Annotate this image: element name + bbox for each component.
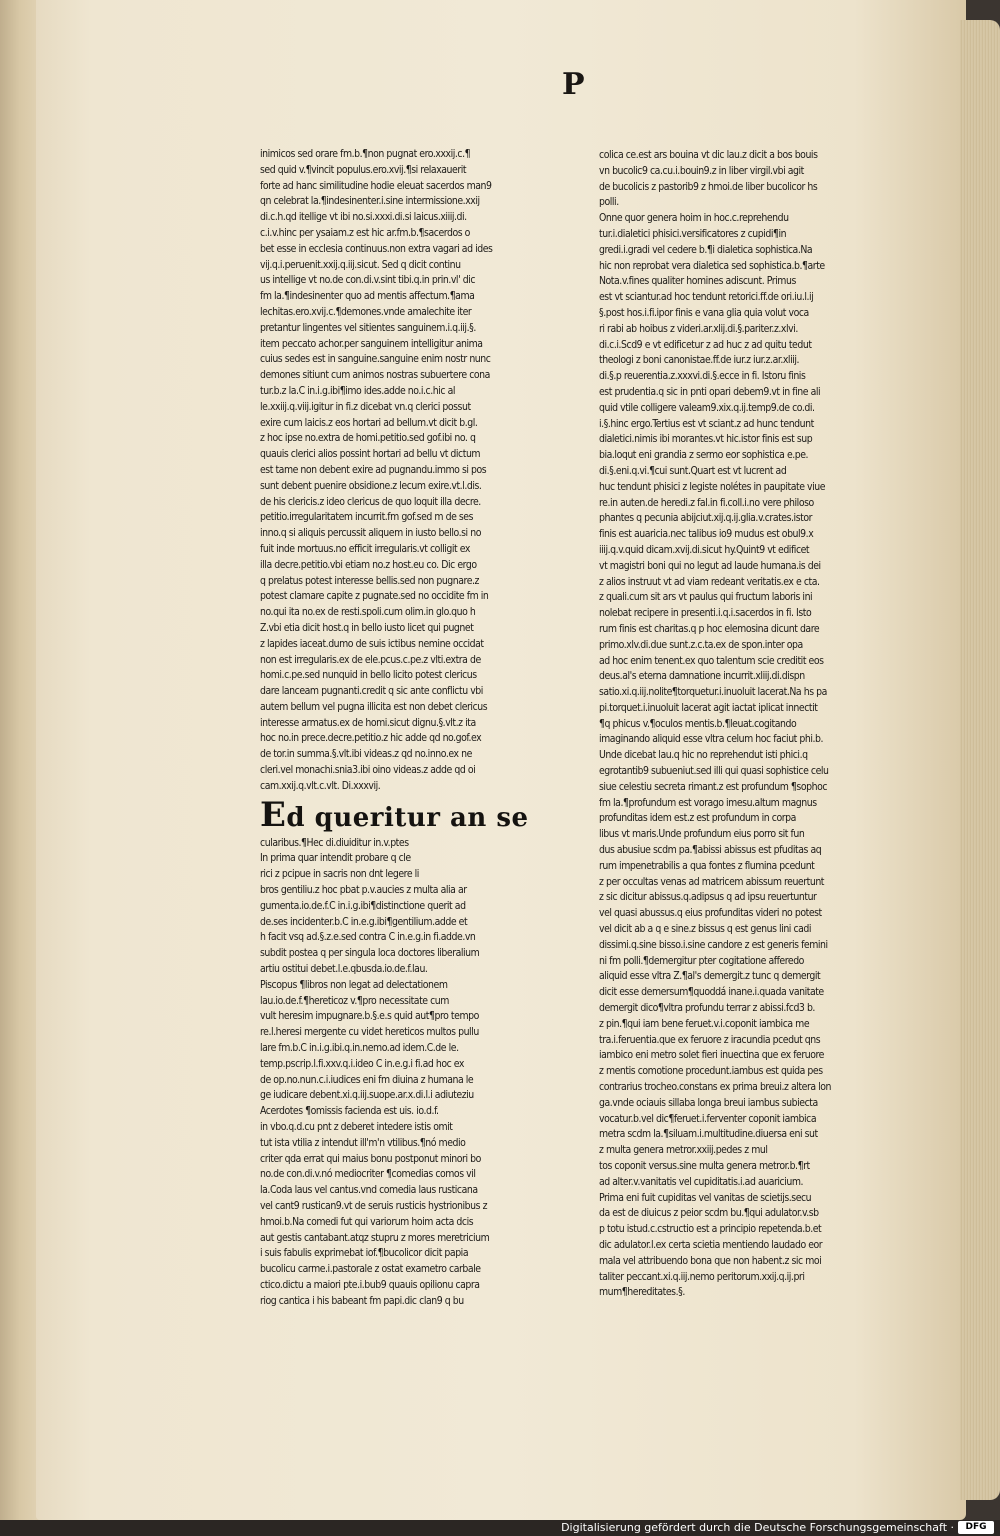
text-line: demergit dico¶vltra profundu terrar z abissi.fcd3 b. — [599, 1002, 815, 1015]
text-line: bucolicu carme.i.pastorale z ostat exametro carbale — [260, 1263, 481, 1276]
text-line: bet esse in ecclesia continuus.non extra vagari ad ides — [260, 242, 493, 255]
text-line: z lapides iaceat.dumo de suis ictibus nemine occidat — [260, 637, 484, 650]
text-line: illa decre.petitio.vbi etiam no.z host.eu co. Dic ergo — [260, 558, 477, 571]
text-line: demones sitiunt cum animos nostras subuertere cona — [260, 369, 490, 382]
text-line: cularibus.¶Hec di.diuiditur in.v.ptes — [260, 836, 409, 849]
text-line: rum finis est charitas.q p hoc elemosina dicunt dare — [599, 622, 820, 635]
text-line: vel dicit ab a q e sine.z bissus q est genus lini cadi — [599, 923, 812, 936]
text-line: fm la.¶indesinenter quo ad mentis affectum.¶ama — [260, 290, 475, 303]
text-line: mum¶hereditates.§. — [599, 1286, 685, 1299]
heading-text: d queritur an se — [286, 802, 529, 833]
text-line: lare fm.b.C in.i.g.ibi.q.in.nemo.ad idem.C.de le. — [260, 1042, 459, 1055]
text-line: bia.loqut eni grandia z sermo eor sophistica e.pe. — [599, 449, 809, 462]
text-line: z quali.cum sit ars vt paulus qui fructum laboris ini — [599, 591, 813, 604]
text-line: de.ses incidenter.b.C in.e.g.ibi¶gentilium.adde et — [260, 915, 468, 928]
text-line: polli. — [599, 196, 619, 209]
text-line: de op.no.nun.c.i.iudices eni fm diuina z humana le — [260, 1073, 474, 1086]
text-line: i.§.hinc ergo.Tertius est vt sciant.z ad hunc tendunt — [599, 417, 814, 430]
text-line: no.de con.di.v.nó mediocriter ¶comedias comos vil — [260, 1168, 476, 1181]
text-line: da est de diuicus z peior scdm bu.¶qui adulator.v.sb — [599, 1207, 819, 1220]
text-line: fuit inde mortuus.no efficit irregularis.vt colligit ex — [260, 542, 470, 555]
text-line: z alios instruut vt ad viam redeant veritatis.ex e cta. — [599, 575, 820, 588]
text-line: ¶q phicus v.¶oculos mentis.b.¶leuat.cogitando — [599, 717, 797, 730]
text-line: primo.xlv.di.due sunt.z.c.ta.ex de spon.inter opa — [599, 638, 803, 651]
text-line: item peccato achor.per sanguinem intelligitur anima — [260, 337, 483, 350]
text-line: z multa genera metror.xxiij.pedes z mul — [599, 1144, 768, 1157]
text-line: siue celestiu secreta rimant.z est profundum ¶sophoc — [599, 780, 828, 793]
text-line: iambico eni metro solet fieri inuectina que ex feruore — [599, 1049, 824, 1062]
text-line: z hoc ipse no.extra de homi.petitio.sed gof.ibi no. q — [260, 432, 476, 445]
text-line: cam.xxij.q.vlt.c.vlt. Di.xxxvij. — [260, 779, 381, 792]
text-line: c.i.v.hinc per ysaiam.z est hic ar.fm.b.¶sacerdos o — [260, 226, 470, 239]
text-line: dus abusiue scdm pa.¶abissi abissus est pfuditas aq — [599, 844, 822, 857]
text-line: forte ad hanc similitudine hodie eleuat sacerdos man9 — [260, 179, 492, 192]
text-line: inimicos sed orare fm.b.¶non pugnat ero.xxxij.c.¶ — [260, 148, 471, 160]
text-line: tos coponit versus.sine multa genera metror.b.¶rt — [599, 1160, 810, 1172]
text-line: contrarius trocheo.constans ex prima breui.z altera lon — [599, 1081, 832, 1094]
text-line: dialetici.nimis ibi morantes.vt hic.istor finis est sup — [599, 433, 813, 446]
section-heading — [260, 794, 542, 835]
text-line: vult heresim impugnare.b.§.e.s quid aut¶pro tempo — [260, 1010, 479, 1023]
text-line: Nota.v.fines qualiter homines adiscunt. Primus — [599, 275, 796, 288]
text-line: petitio.irregularitatem incurrit.fm gof.sed m de ses — [260, 511, 474, 524]
text-line: tur.i.dialetici phisici.versificatores z cupidi¶in — [599, 227, 787, 240]
text-line: no.qui ita no.ex de resti.spoli.cum olim.in glo.quo h — [260, 606, 476, 619]
text-line: est tame non debent exire ad pugnandu.immo si pos — [260, 463, 487, 476]
text-line: bros gentiliu.z hoc pbat p.v.aucies z multa alia ar — [260, 884, 467, 897]
text-line: vij.q.i.peruenit.xxij.q.iij.sicut. Sed q dicit continu — [260, 258, 461, 271]
text-line: profunditas idem est.z est profundum in corpa — [599, 812, 796, 825]
text-line: ctico.dictu a maiori pte.i.bub9 quauis opilionu capra — [260, 1278, 480, 1291]
text-line: z pin.¶qui iam bene feruet.v.i.coponit iambica me — [599, 1017, 810, 1030]
text-line: Z.vbi etia dicit host.q in bello iusto licet qui pugnet — [260, 621, 474, 634]
text-line: Onne quor genera hoim in hoc.c.reprehendu — [599, 212, 789, 225]
text-line: autem bellum vel pugna illicita est non debet clericus — [260, 700, 488, 713]
text-line: ga.vnde ociauis sillaba longa breui iambus subiecta — [599, 1096, 818, 1109]
text-line: rici z pcipue in sacris non dnt legere li — [260, 868, 419, 881]
text-line: taliter peccant.xi.q.iij.nemo peritorum.xxij.q.ij.pri — [599, 1270, 805, 1283]
right-page-stack — [960, 20, 1000, 1500]
text-line: artiu ostitui debet.l.e.qbusda.io.de.f.lau. — [260, 963, 428, 976]
text-line: la.Coda laus vel cantus.vnd comedia laus rusticana — [260, 1184, 478, 1197]
text-line: huc tendunt phisici z legiste nolétes in paupitate viue — [599, 480, 826, 493]
text-line: Prima eni fuit cupiditas vel vanitas de scietijs.secu — [599, 1191, 812, 1204]
text-line: hic non reprobat vera dialetica sed sophistica.b.¶arte — [599, 259, 825, 272]
text-line: de bucolicis z pastorib9 z hmoi.de liber bucolicor hs — [599, 180, 818, 193]
text-line: sunt debent puenire obsidione.z lecum exire.vt.l.dis. — [260, 479, 482, 492]
text-line: ni fm polli.¶demergitur pter cogitatione afferedo — [599, 954, 804, 967]
text-line: p totu istud.c.cstructio est a principio repetenda.b.et — [599, 1223, 822, 1236]
text-line: dicit esse demersum¶quoddá inane.i.quada vanitate — [599, 986, 824, 999]
text-line: est prudentia.q sic in pnti opari debem9.vt in fine ali — [599, 385, 821, 398]
text-line: i suis fabulis exprimebat iof.¶bucolicor dicit papia — [260, 1247, 469, 1260]
left-column-bottom-text — [260, 836, 542, 1310]
text-line: Acerdotes ¶omissis facienda est uis. io.d.f. — [260, 1105, 439, 1118]
text-line: di.§.eni.q.vi.¶cui sunt.Quart est vt lucrent ad — [599, 464, 787, 477]
text-line: homi.c.pe.sed nunquid in bello licito potest clericus — [260, 669, 477, 682]
signature-mark: P — [562, 67, 585, 102]
text-line: z per occultas venas ad matricem abissum reuertunt — [599, 875, 825, 888]
text-line: ad hoc enim tenent.ex quo talentum scie creditit eos — [599, 654, 824, 667]
text-line: dic adulator.l.ex certa scietia mentiendo laudado eor — [599, 1238, 823, 1251]
text-line: q prelatus potest interesse bellis.sed non pugnare.z — [260, 574, 479, 587]
text-line: hmoi.b.Na comedi fut qui variorum hoim acta dcis — [260, 1215, 474, 1228]
text-line: iiij.q.v.quid dicam.xvij.di.sicut hy.Quint9 vt edificet — [599, 543, 810, 556]
text-line: §.post hos.i.fi.ipor finis e vana glia quia volut voca — [599, 306, 809, 319]
text-line: ad alter.v.vanitatis vel cupiditatis.i.ad auaricium. — [599, 1175, 804, 1188]
text-line: metra scdm la.¶siluam.i.multitudine.diuersa eni sut — [599, 1128, 818, 1141]
text-line: non est irregularis.ex de ele.pcus.c.pe.z vlti.extra de — [260, 653, 481, 666]
text-line: egrotantib9 subueniut.sed illi qui quasi sophistice celu — [599, 765, 829, 778]
text-line: tut ista vtilia z intendut ill'm'n vtilibus.¶nó medio — [260, 1136, 466, 1149]
text-line: cuius sedes est in sanguine.sanguine enim nostr nunc — [260, 353, 491, 366]
text-line: libus vt maris.Unde profundum eius porro sit fun — [599, 828, 805, 841]
left-column — [260, 147, 542, 1310]
dfg-logo: DFG — [958, 1521, 994, 1534]
text-line: mala vel attribuendo bona que non habent.z sic moi — [599, 1254, 822, 1267]
funding-credit: Digitalisierung gefördert durch die Deutsche Forschungsgemeinschaft · — [561, 1521, 954, 1534]
text-line: re.in auten.de heredi.z fal.in fi.coll.i.no vere philoso — [599, 496, 814, 509]
text-line: phantes q pecunia abijciut.xij.q.ij.glia.v.crates.istor — [599, 512, 812, 525]
text-line: gredi.i.gradi vel cedere b.¶i dialetica sophistica.Na — [599, 243, 813, 256]
text-line: quauis clerici alios possint hortari ad bellu vt dictum — [260, 448, 481, 461]
text-line: interesse armatus.ex de homi.sicut dignu.§.vlt.z ita — [260, 716, 476, 729]
text-line: qn celebrat la.¶indesinenter.i.sine intermissione.xxij — [260, 195, 480, 208]
right-column-text — [599, 148, 882, 1301]
text-line: potest clamare capite z pugnate.sed no occidite fm in — [260, 590, 489, 603]
text-line: ri rabi ab hoibus z videri.ar.xlij.di.§.pariter.z.xlvi. — [599, 322, 798, 335]
text-line: vt magistri boni qui no legut ad laude humana.is dei — [599, 559, 821, 572]
text-line: Unde dicebat lau.q hic no reprehendut isti phici.q — [599, 749, 808, 762]
text-line: quid vtile colligere valeam9.xix.q.ij.temp9.de co.di. — [599, 401, 815, 414]
text-line: imaginando aliquid esse vltra celum hoc faciut phi.b. — [599, 733, 824, 746]
text-line: di.§.p reuerentia.z.xxxvi.di.§.ecce in fi. Istoru finis — [599, 370, 806, 383]
text-line: h facit vsq ad.§.z.e.sed contra C in.e.g.in fi.adde.vn — [260, 931, 476, 944]
text-line: di.c.h.qd itellige vt ibi no.si.xxxi.di.si laicus.xiiij.di. — [260, 211, 467, 224]
text-line: aut gestis cantabant.atqz stupru z mores meretricium — [260, 1231, 490, 1244]
text-line: fm la.¶profundum est vorago imesu.altum magnus — [599, 796, 817, 809]
text-line: le.xxiij.q.viij.igitur in fi.z dicebat vn.q clerici possut — [260, 400, 471, 413]
text-line: ge iudicare debent.xi.q.iij.suope.ar.x.di.l.i adiuteziu — [260, 1089, 474, 1102]
text-line: gumenta.io.de.f.C in.i.g.ibi¶distinctione querit ad — [260, 899, 466, 912]
text-line: pi.torquet.i.inuoluit lacerat agit iactat iplicat innectit — [599, 701, 818, 714]
text-line: in vbo.q.d.cu pnt z deberet intedere istis omit — [260, 1121, 453, 1134]
text-line: vocatur.b.vel dic¶feruet.i.ferventer coponit iambica — [599, 1112, 817, 1125]
text-line: deus.al's eterna damnatione incurrit.xliij.di.dispn — [599, 670, 805, 683]
text-line: de his clericis.z ideo clericus de quo loquit illa decre. — [260, 495, 481, 508]
text-line: di.c.i.Scd9 e vt edificetur z ad huc z ad quitu tedut — [599, 338, 812, 351]
text-line: lechitas.ero.xvij.c.¶demones.vnde amalechite iter — [260, 305, 472, 318]
text-line: tra.i.feruentia.que ex feruore z iracundia pcedut qns — [599, 1033, 821, 1046]
text-line: pretantur lingentes vel sitientes sanguinem.i.q.iij.§. — [260, 321, 476, 334]
text-line: subdit postea q per singula loca doctores liberalium — [260, 947, 480, 960]
text-line: colica ce.est ars bouina vt dic lau.z dicit a bos bouis — [599, 149, 818, 161]
text-line: sed quid v.¶vincit populus.ero.xvij.¶si relaxauerit — [260, 163, 467, 176]
text-line: satio.xi.q.iij.nolite¶torquetur.i.inuoluit lacerat.Na hs pa — [599, 686, 827, 699]
text-line: dare lanceam pugnanti.credit q sic ante conflictu vbi — [260, 685, 483, 698]
right-column — [599, 148, 882, 1301]
text-line: z mentis comotione procedunt.iambus est quida pes — [599, 1065, 823, 1078]
text-line: tur.b.z la.C in.i.g.ibi¶imo ides.adde no.i.c.hic al — [260, 384, 455, 397]
text-line: In prima quar intendit probare q cle — [260, 852, 411, 865]
text-line: riog cantica i his babeant fm papi.dic clan9 q bu — [260, 1294, 464, 1307]
text-line: hoc no.in prece.decre.petitio.z hic adde qd no.gof.ex — [260, 732, 482, 745]
text-line: theologi z boni canonistae.ff.de iur.z iur.z.ar.xliij. — [599, 354, 800, 367]
left-column-top-text — [260, 147, 542, 795]
text-line: dissimi.q.sine bisso.i.sine candore z est generis femini — [599, 938, 828, 951]
text-line: est vt sciantur.ad hoc tendunt retorici.ff.de ori.iu.l.ij — [599, 291, 814, 304]
text-line: de tor.in summa.§.vlt.ibi videas.z qd no.inno.ex ne — [260, 748, 472, 761]
heading-initial: E — [260, 794, 287, 835]
text-line: vn bucolic9 ca.cu.i.bouin9.z in liber virgil.vbi agit — [599, 164, 804, 177]
text-line: temp.pscrip.l.fi.xxv.q.i.ideo C in.e.g.i fi.ad hoc ex — [260, 1057, 464, 1070]
text-line: vel cant9 rustican9.vt de seruis rusticis hystrionibus z — [260, 1200, 488, 1212]
text-line: criter qda errat qui maius bonu postponut minori bo — [260, 1152, 481, 1165]
text-line: vel quasi abussus.q eius profunditas videri no potest — [599, 907, 822, 920]
text-line: z sic dicitur abissus.q.adipsus q ad ipsu reuertuntur — [599, 891, 817, 904]
text-line: finis est auaricia.nec talibus io9 mudus est obul9.x — [599, 528, 814, 541]
text-line: nolebat recipere in presenti.i.q.i.sacerdos in fi. Isto — [599, 607, 812, 620]
text-line: aliquid esse vltra Z.¶al's demergit.z tunc q demergit — [599, 970, 821, 983]
text-line: Piscopus ¶libros non legat ad delectationem — [260, 978, 448, 991]
text-line: exire cum laicis.z eos hortari ad bellum.vt dicit b.gl. — [260, 416, 478, 429]
text-line: inno.q si aliquis percussit aliquem in iusto bello.si no — [260, 527, 481, 540]
text-line: us intellige vt no.de con.di.v.sint tibi.q.in prin.vl' dic — [260, 274, 476, 287]
text-line: lau.io.de.f.¶hereticoz v.¶pro necessitate cum — [260, 994, 449, 1007]
text-line: cleri.vel monachi.snia3.ibi oino videas.z adde qd oi — [260, 764, 476, 777]
text-line: re.l.heresi mergente cu videt hereticos multos pullu — [260, 1026, 479, 1039]
text-line: rum impenetrabilis a qua fontes z flumina pcedunt — [599, 859, 815, 872]
